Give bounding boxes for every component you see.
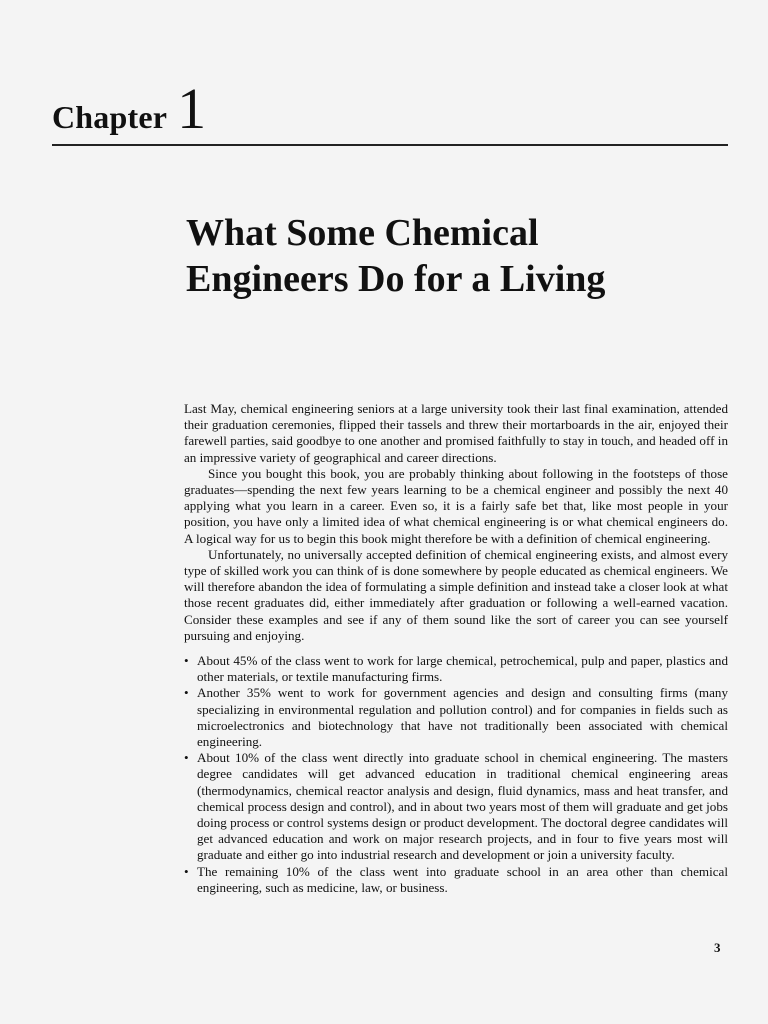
bullet-text-4: The remaining 10% of the class went into graduate school in an area other than chemical engineering, such as medicine, law, or business. — [197, 863, 728, 895]
chapter-label: Chapter — [52, 99, 168, 135]
chapter-number: 1 — [177, 76, 207, 141]
paragraph-2: Since you bought this book, you are probably thinking about following in the footsteps of those graduates—spending the next few years learning to be a chemical engineer and possibly the next 40 applying what you learn in a career. Even so, it is a fairly safe bet that, like most people in your position, you have only a limited idea of what chemical engineering is or what chemical engineers do. A logical way for us to begin this book might therefore be with a definition of chemical engineering. — [184, 465, 728, 546]
chapter-heading — [52, 76, 207, 141]
bullet-item-4 — [184, 864, 728, 896]
paragraph-3: Unfortunately, no universally accepted definition of chemical engineering exists, and almost every type of skilled work you can think of is done somewhere by people educated as chemical engineers. We will therefore abandon the idea of formulating a simple definition and instead take a closer look at what those recent graduates did, either immediately after graduation or following a well-earned vacation. Consider these examples and see if any of them sound like the sort of career you can see yourself pursuing and enjoying. — [184, 546, 728, 643]
bullet-icon: • — [184, 653, 189, 669]
chapter-title — [186, 210, 726, 302]
bullet-icon: • — [184, 863, 189, 879]
chapter-title-line-2: Engineers Do for a Living — [186, 258, 606, 300]
page-number: 3 — [714, 940, 721, 955]
chapter-title-line-1: What Some Chemical — [186, 212, 539, 254]
bullet-text-1: About 45% of the class went to work for large chemical, petrochemical, pulp and paper, plastics and other materials, or textile manufacturing firms. — [197, 653, 728, 685]
bullet-item-1 — [184, 653, 728, 685]
bullet-text-2: Another 35% went to work for government agencies and design and consulting firms (many specializing in environmental regulation and pollution control) and for companies in fields such as microelectronics and biotechnology that have not traditionally been associated with chemical engineering. — [197, 685, 728, 750]
bullet-item-3 — [184, 750, 728, 863]
bullet-item-2 — [184, 685, 728, 750]
bullet-list — [184, 653, 728, 896]
body-text — [184, 401, 728, 896]
bullet-text-3: About 10% of the class went directly into graduate school in chemical engineering. The masters degree candidates will get advanced education in traditional chemical engineering areas (thermodynamics, chemical reactor analysis and design, fluid dynamics, mass and heat transfer, and chemical process design and control), and in about two years most of them will graduate and get jobs doing process or control systems design or product development. The doctoral degree candidates will get advanced education and work on major research projects, and in four to five years most will graduate and either go into industrial research and development or join a university faculty. — [197, 750, 728, 863]
bullet-icon: • — [184, 750, 189, 766]
chapter-divider — [52, 144, 728, 146]
paragraph-1: Last May, chemical engineering seniors at a large university took their last final examination, attended their graduation ceremonies, flipped their tassels and threw their mortarboards in the air, enjoyed their farewell parties, said goodbye to one another and promised faithfully to stay in touch, and headed off in an impressive variety of geographical and career directions. — [184, 401, 728, 465]
bullet-icon: • — [184, 685, 189, 701]
